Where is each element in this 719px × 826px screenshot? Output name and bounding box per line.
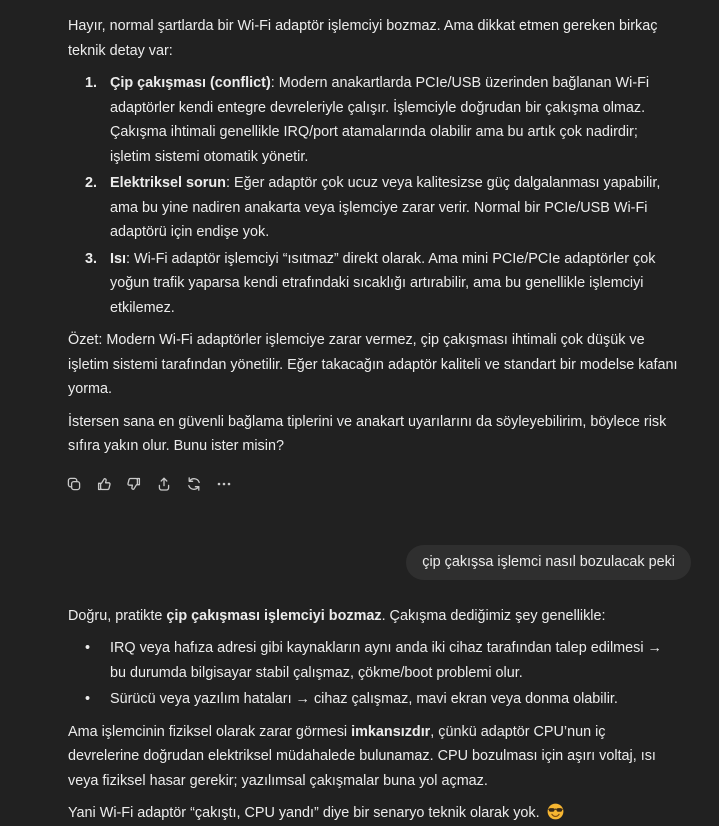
list-item-electrical — [68, 171, 679, 245]
final-sentence: Yani Wi-Fi adaptör “çakıştı, CPU yandı” diye bir senaryo teknik olarak yok. — [68, 805, 540, 821]
more-options-button[interactable] — [213, 473, 235, 495]
numbered-list — [68, 71, 679, 320]
bullet-glyph: • — [85, 691, 91, 707]
bullet-item-text: Sürücü veya yazılım hataları → cihaz çalışmaz, mavi ekran veya donma olabilir. — [110, 691, 618, 707]
assistant-paragraph-final — [68, 801, 679, 826]
assistant-paragraph-intro2: Doğru, pratikte çip çakışması işlemciyi bozmaz. Çakışma dediğimiz şey genellikle: — [68, 607, 606, 624]
list-number: 2. — [85, 175, 98, 191]
list-item-heat — [68, 247, 679, 321]
user-message-row — [68, 545, 691, 580]
bullet-list — [68, 636, 679, 712]
assistant-message-1 — [68, 14, 691, 495]
list-item-text: Çip çakışması (conflict): Modern anakartlarda PCIe/USB üzerinden bağlanan Wi-Fi adaptörler kendi entegre devreleriyle çalışır. İşlemciyle doğrudan bir çakışma olmaz. Çakışma ihtimali genellikle IRQ/port atamalarında olabilir ama bu artık çok nadirdir; işletim sistemi otomatik yönetir. — [110, 75, 650, 165]
thumbs-up-icon — [96, 476, 112, 492]
list-item-text: Isı: Wi-Fi adaptör işlemciyi “ısıtmaz” direkt olarak. Ama mini PCIe/PCIe adaptörler çok yoğun trafik yaparsa kendi etrafındaki sıcaklığı artırabilir, ama bu genellikle işlemciyi etkilemez. — [110, 250, 656, 316]
message-action-bar — [63, 473, 691, 495]
assistant-paragraph-intro: Hayır, normal şartlarda bir Wi-Fi adaptör işlemciyi bozmaz. Ama dikkat etmen gereken birkaç teknik detay var: — [68, 18, 658, 59]
bullet-item-text: IRQ veya hafıza adresi gibi kaynakların aynı anda iki cihaz tarafından talep edilmesi → bu durumda bilgisayar stabil çalışmaz, çökme/boot problemi olur. — [110, 640, 662, 681]
sunglasses-emoji — [547, 803, 564, 820]
assistant-paragraph-summary: Özet: Modern Wi-Fi adaptörler işlemciye zarar vermez, çip çakışması ihtimali çok düşük ve işletim sistemi tarafından yönetilir. Eğer takacağın adaptör kaliteli ve standart bir modelse kafanı yorma. — [68, 332, 678, 397]
regenerate-button[interactable] — [183, 473, 205, 495]
assistant-paragraph-impossible: Ama işlemcinin fiziksel olarak zarar görmesi imkansızdır, çünkü adaptör CPU’nun iç devrelerine doğrudan elektriksel müdahalede bulunamaz. CPU bozulması için aşırı voltaj, ısı veya fiziksel hasar gerekir; yazılımsal çakışmalar buna yol açmaz. — [68, 723, 656, 789]
bullet-item-driver — [68, 687, 679, 712]
assistant-paragraph-offer: İstersen sana en güvenli bağlama tiplerini ve anakart uyarılarını da söyleyebilirim, böylece risk sıfıra yakın olur. Bunu ister misin? — [68, 413, 667, 454]
list-item-chip-conflict — [68, 71, 679, 169]
bullet-glyph: • — [85, 640, 91, 656]
more-options-icon — [216, 476, 232, 492]
user-message-bubble — [406, 545, 691, 580]
thumbs-up-button[interactable] — [93, 473, 115, 495]
bullet-item-irq — [68, 636, 679, 685]
share-icon — [156, 476, 172, 492]
user-message-text: çip çakışsa işlemci nasıl bozulacak peki — [422, 553, 675, 570]
regenerate-icon — [186, 476, 202, 492]
thumbs-down-button[interactable] — [123, 473, 145, 495]
assistant-message-2 — [68, 604, 691, 826]
list-number: 3. — [85, 250, 98, 267]
copy-icon — [66, 476, 82, 492]
copy-button[interactable] — [63, 473, 85, 495]
list-number: 1. — [85, 75, 98, 91]
share-button[interactable] — [153, 473, 175, 495]
thumbs-down-icon — [126, 476, 142, 492]
list-item-text: Elektriksel sorun: Eğer adaptör çok ucuz veya kalitesizse güç dalgalanması yapabilir, ama bu yine nadiren anakarta veya işlemciye zarar verir. Normal bir PCIe/USB Wi-Fi adaptörü için endişe yok. — [110, 175, 661, 240]
